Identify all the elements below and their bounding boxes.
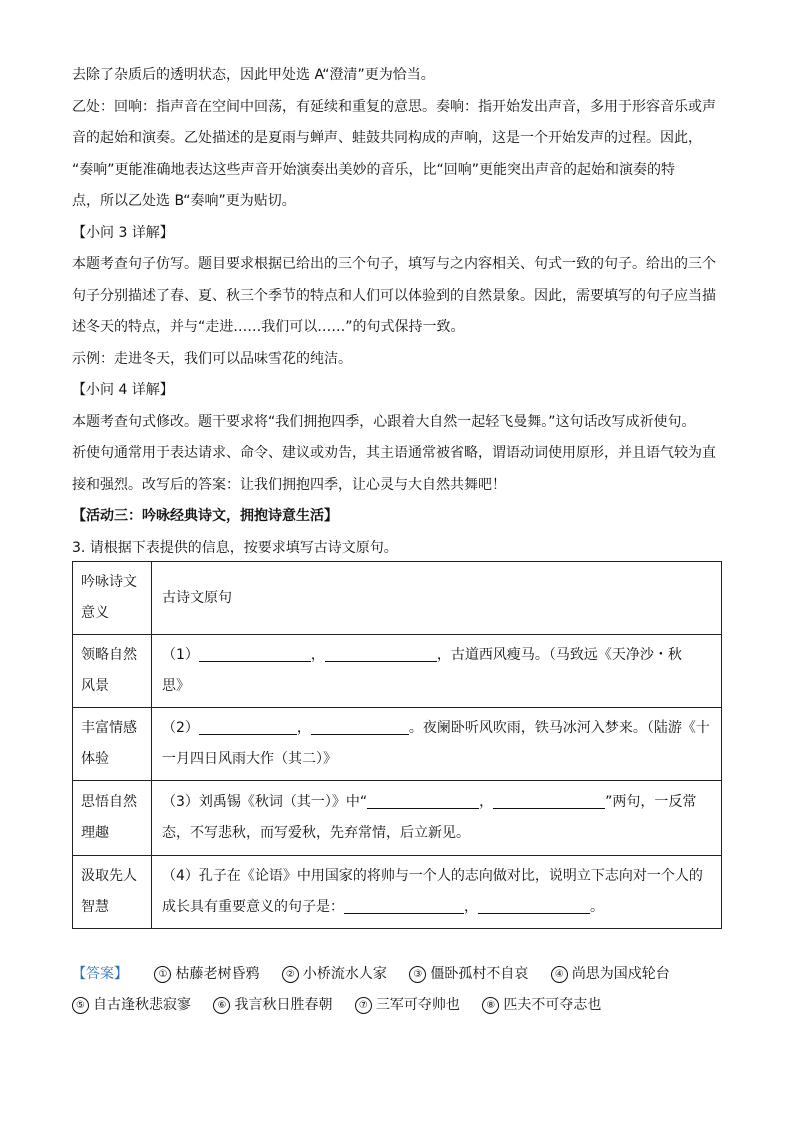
text-line: 本题考查句子仿写。题目要求根据已给出的三个句子，填写与之内容相关、句式一致的句子。给出的三个 (72, 256, 716, 272)
answer-item: ⑧ 匹夫不可夺志也 (482, 990, 601, 1021)
table-row (73, 562, 722, 635)
subquestion-3-heading: 【小问 3 详解】 (72, 224, 174, 241)
question-3: 3. 请根据下表提供的信息，按要求填写古诗文原句。 (72, 539, 398, 556)
text-line: 本题考查句式修改。题干要求将“我们拥抱四季，心跟着大自然一起轻飞曼舞。”这句话改写成祈使句。 (72, 413, 696, 430)
table-row (73, 781, 722, 856)
answer-item: ⑤ 自古逢秋悲寂寥 (72, 990, 191, 1021)
row-content: （1） ， ，古道西风瘦马。（马致远《天净沙・秋 思》 (152, 635, 722, 708)
text-line: 乙处：回响：指声音在空间中回荡，有延续和重复的意思。奏响：指开始发出声音，多用于形容音乐或声 (72, 98, 716, 115)
answer-blank-6[interactable] (493, 792, 605, 809)
text-line: 祈使句通常用于表达请求、命令、建议或劝告，其主语通常被省略，谓语动词使用原形，并且语气较为直 (72, 445, 716, 461)
table-row (73, 708, 722, 781)
answer-item: ② 小桥流水人家 (282, 959, 387, 990)
poem-table (72, 561, 722, 929)
answer-item: ⑥ 我言秋日胜春朝 (213, 990, 332, 1021)
table-header-label: 吟咏诗文 意义 (73, 562, 152, 635)
answer-blank-3[interactable] (199, 718, 297, 735)
row-label: 领略自然 风景 (73, 635, 152, 708)
answer-blank-8[interactable] (478, 897, 590, 914)
answer-label: 【答案】 (72, 966, 128, 982)
text-line: 接和强烈。改写后的答案：让我们拥抱四季，让心灵与大自然共舞吧！ (72, 476, 506, 493)
answer-blank-1[interactable] (199, 645, 311, 662)
row-content: （2） ， 。夜阑卧听风吹雨，铁马冰河入梦来。（陆游《十 一月四日风雨大作（其二）》 (152, 708, 722, 781)
text-line: 点，所以乙处选 B“奏响”更为贴切。 (72, 193, 296, 209)
answer-blank-2[interactable] (325, 645, 437, 662)
activity-heading: 【活动三：吟咏经典诗文，拥抱诗意生活】 (72, 508, 338, 524)
table-row (73, 856, 722, 929)
row-content: （3）刘禹锡《秋词（其一）》中“ ， ”两句，一反常 态，不写悲秋，而写爱秋，先弃常情，后立新见。 (152, 781, 722, 856)
answer-blank-7[interactable] (344, 897, 464, 914)
text-line: 音的起始和演奏。乙处描述的是夏雨与蝉声、蛙鼓共同构成的声响，这是一个开始发声的过程。因此， (72, 130, 702, 146)
answer-blank-4[interactable] (311, 718, 409, 735)
answer-section (72, 959, 752, 1021)
explanation-text (72, 60, 722, 564)
row-content: （4）孔子在《论语》中用国家的将帅与一个人的志向做对比，说明立下志向对一个人的 成长具有重要意义的句子是： ， 。 (152, 856, 722, 929)
text-line: 示例：走进冬天，我们可以品味雪花的纯洁。 (72, 350, 352, 367)
text-line: “奏响”更能准确地表达这些声音开始演奏出美妙的音乐，比“回响”更能突出声音的起始和演奏的特 (72, 161, 676, 178)
row-label: 思悟自然 理趣 (73, 781, 152, 856)
answer-item: ① 枯藤老树昏鸦 (154, 959, 259, 990)
text-line: 句子分别描述了春、夏、秋三个季节的特点和人们可以体验到的自然景象。因此，需要填写的句子应当描 (72, 287, 716, 304)
text-line: 去除了杂质后的透明状态，因此甲处选 A“澄清”更为恰当。 (72, 67, 435, 83)
answer-item: ④ 尚思为国戍轮台 (551, 959, 670, 990)
table-row (73, 635, 722, 708)
text-line: 述冬天的特点，并与“走进……我们可以……”的句式保持一致。 (72, 319, 465, 335)
answer-item: ⑦ 三军可夺帅也 (355, 990, 460, 1021)
table-header-content: 古诗文原句 (152, 562, 722, 635)
row-label: 汲取先人 智慧 (73, 856, 152, 929)
row-label: 丰富情感 体验 (73, 708, 152, 781)
answer-item: ③ 僵卧孤村不自哀 (409, 959, 528, 990)
subquestion-4-heading: 【小问 4 详解】 (72, 382, 174, 398)
answer-blank-5[interactable] (367, 792, 479, 809)
